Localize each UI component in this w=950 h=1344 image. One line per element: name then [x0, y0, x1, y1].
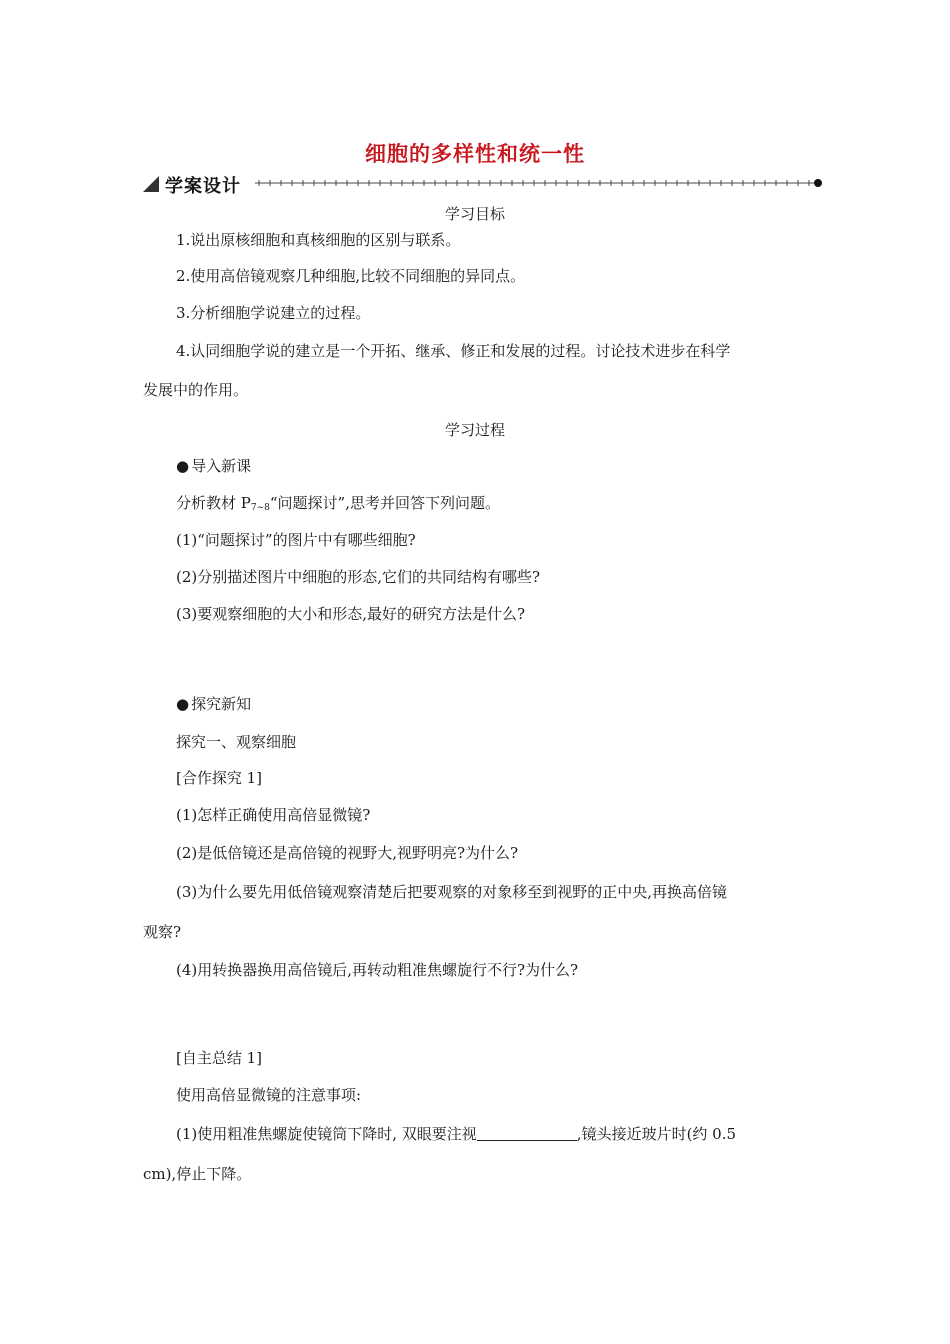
explore-heading-text: 探究新知	[191, 695, 252, 713]
coop-question-4: (4)用转换器换用高倍镜后,再转动粗准焦螺旋行不行?为什么?	[176, 961, 579, 979]
summary-item-text-rest: ,镜头接近玻片时(约 0.5	[576, 1125, 737, 1143]
goal-1: 1.说出原核细胞和真核细胞的区别与联系。	[176, 231, 461, 249]
summary-intro: 使用高倍显微镜的注意事项:	[176, 1086, 362, 1104]
intro-question-1: (1)“问题探讨”的图片中有哪些细胞?	[176, 531, 416, 549]
coop-question-2: (2)是低倍镜还是高倍镜的视野大,视野明亮?为什么?	[176, 844, 519, 862]
coop-question-3: (3)为什么要先用低倍镜观察清楚后把要观察的对象移至到视野的正中央,再换高倍镜	[176, 883, 728, 901]
section-label: 学案设计	[165, 176, 241, 197]
process-heading: 学习过程	[444, 421, 505, 439]
bullet-icon: ●	[176, 457, 190, 475]
intro-question-3: (3)要观察细胞的大小和形态,最好的研究方法是什么?	[176, 605, 526, 623]
intro-prompt	[176, 493, 500, 518]
intro-heading	[176, 456, 251, 476]
intro-prompt-text: 分析教材 P	[176, 494, 251, 512]
goals-heading: 学习目标	[444, 205, 505, 223]
summary-label: [自主总结 1]	[176, 1049, 263, 1067]
bullet-icon: ●	[176, 695, 190, 713]
section-header-bar	[143, 172, 823, 196]
summary-item-1	[176, 1124, 736, 1144]
intro-question-2: (2)分别描述图片中细胞的形态,它们的共同结构有哪些?	[176, 568, 541, 586]
page-range: 7~8	[250, 503, 270, 513]
summary-item-text: (1)使用粗准焦螺旋使镜筒下降时, 双眼要注视	[176, 1125, 477, 1143]
coop-question-3-cont: 观察?	[143, 923, 182, 941]
document-title: 细胞的多样性和统一性	[365, 142, 585, 166]
explore-part-1: 探究一、观察细胞	[176, 733, 297, 751]
triangle-icon	[143, 176, 159, 192]
goal-4-cont: 发展中的作用。	[143, 381, 249, 399]
fill-in-blank	[477, 1124, 577, 1141]
goal-4: 4.认同细胞学说的建立是一个开拓、继承、修正和发展的过程。讨论技术进步在科学	[176, 342, 731, 360]
dotted-rule	[255, 176, 825, 190]
summary-item-1-cont: cm),停止下降。	[143, 1165, 252, 1183]
goal-2: 2.使用高倍镜观察几种细胞,比较不同细胞的异同点。	[176, 267, 526, 285]
intro-prompt-rest: “问题探讨”,思考并回答下列问题。	[269, 494, 500, 512]
intro-heading-text: 导入新课	[191, 457, 252, 475]
goal-3: 3.分析细胞学说建立的过程。	[176, 304, 371, 322]
explore-heading	[176, 694, 251, 714]
coop-question-1: (1)怎样正确使用高倍显微镜?	[176, 806, 371, 824]
coop-label: [合作探究 1]	[176, 769, 263, 787]
